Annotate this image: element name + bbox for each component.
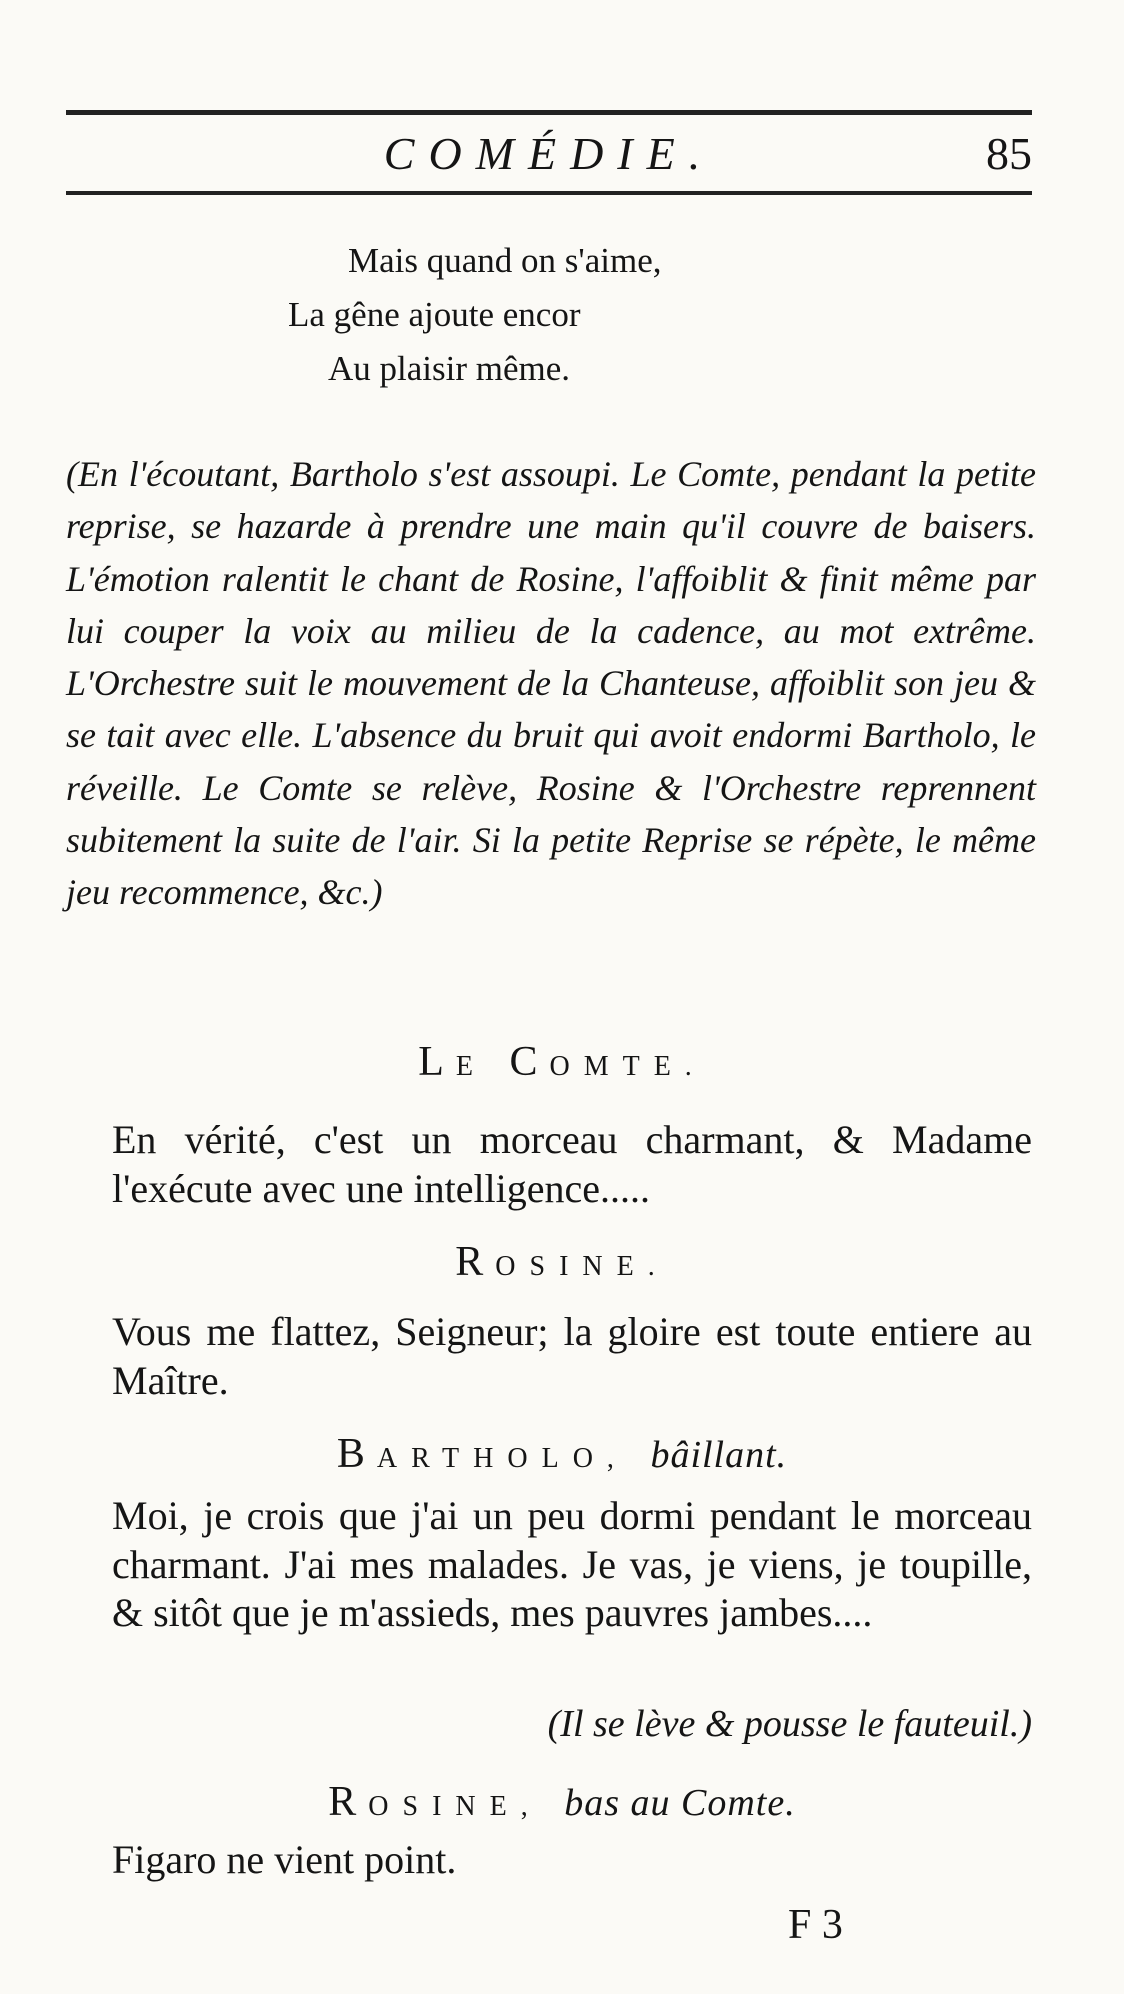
speaker-rest: E xyxy=(455,1051,487,1082)
verse-line: Mais quand on s'aime, xyxy=(348,241,662,280)
verse-line: Au plaisir même. xyxy=(328,349,571,388)
speech-text xyxy=(66,1308,1032,1405)
verse-line: La gêne ajoute encor xyxy=(288,295,581,334)
speaker-initial: B xyxy=(336,1431,377,1477)
running-title: COMÉDIE. xyxy=(383,128,715,179)
speech-paragraph: Moi, je crois que j'ai un peu dormi pendant le morceau charmant. J'ai mes malades. Je vas, je viens, je toupille, & sitôt que je m'assieds, mes pauvres jambes.... xyxy=(112,1493,1032,1635)
speaker-initial: R xyxy=(455,1239,496,1285)
speaker-rest: OSINE. xyxy=(495,1251,669,1282)
speaker-heading xyxy=(0,1424,1124,1489)
speaker-direction: bâillant. xyxy=(650,1434,788,1476)
speech-paragraph: Figaro ne vient point. xyxy=(112,1837,457,1882)
speech-text xyxy=(66,1492,1032,1638)
speaker-initial: L xyxy=(418,1039,456,1085)
stage-aside: (Il se lève & pousse le fauteuil.) xyxy=(547,1703,1032,1745)
speaker-rest: OSINE, xyxy=(368,1791,542,1822)
speech-text xyxy=(66,1116,1032,1213)
stage-direction: (En l'écoutant, Bartholo s'est assoupi. Le Comte, pendant la petite reprise, se hazarde à prendre une main qu'il couvre de baisers. L'émotion ralentit le chant de Rosine, l'affoiblit & finit même par lui couper la voix au milieu de la cadence, au mot extrême. L'Orchestre suit le mouvement de la Chanteuse, affoiblit son jeu & se tait avec elle. L'absence du bruit qui avoit endormi Bartholo, le réveille. Le Comte se relève, Rosine & l'Orchestre reprennent subitement la suite de l'air. Si la petite Reprise se répète, le même jeu recommence, &c.) xyxy=(66,454,1036,913)
speaker-initial: C xyxy=(509,1039,550,1085)
speaker-heading xyxy=(0,1772,1124,1837)
speaker-heading xyxy=(0,1032,1124,1097)
page-number: 85 xyxy=(986,128,1032,179)
header-rule-bottom xyxy=(66,191,1032,195)
speech-paragraph: Vous me flattez, Seigneur; la gloire est toute entiere au Maître. xyxy=(112,1309,1032,1403)
header-rule-top xyxy=(66,110,1032,115)
speaker-initial: R xyxy=(328,1779,369,1825)
speech-paragraph: En vérité, c'est un morceau charmant, & Madame l'exécute avec une intelligence..... xyxy=(112,1117,1032,1211)
signature-mark: F 3 xyxy=(788,1902,843,1948)
speaker-rest: ARTHOLO, xyxy=(376,1443,628,1474)
speaker-heading xyxy=(0,1232,1124,1297)
speaker-direction: bas au Comte. xyxy=(564,1782,796,1824)
speaker-rest: OMTE. xyxy=(549,1051,706,1082)
speech-text xyxy=(66,1836,1032,1885)
running-head xyxy=(66,124,1032,184)
